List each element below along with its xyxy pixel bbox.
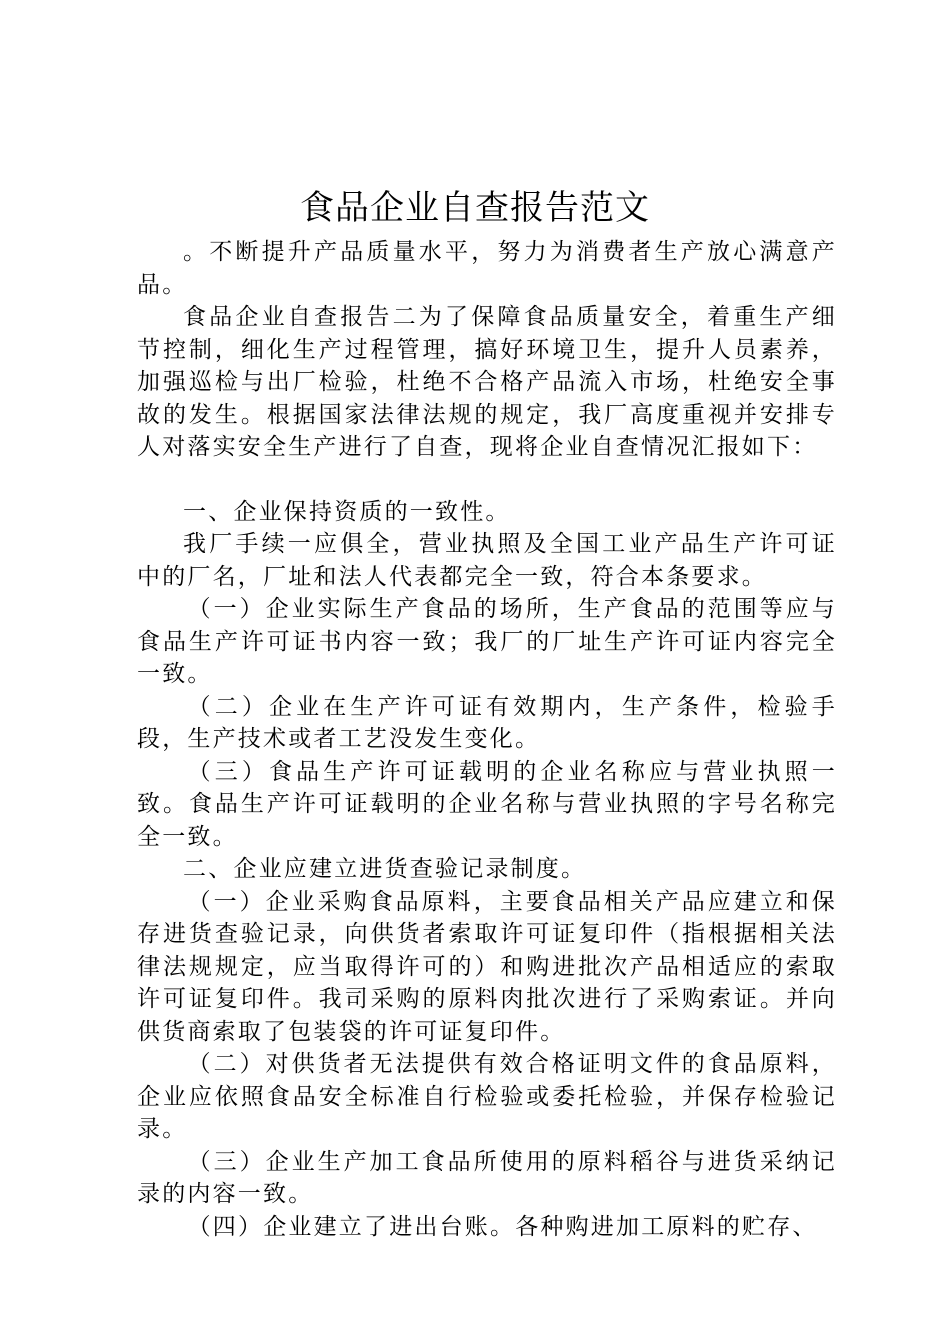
document-title: 食品企业自查报告范文 <box>300 188 650 228</box>
paragraph: 我厂手续一应俱全，营业执照及全国工业产品生产许可证中的厂名，厂址和法人代表都完全一致，符合本条要求。 <box>137 531 837 590</box>
section-heading: 一、企业保持资质的一致性。 <box>183 498 511 525</box>
paragraph: （一）企业采购食品原料，主要食品相关产品应建立和保存进货查验记录，向供货者索取许可证复印件（指根据相关法律法规规定，应当取得许可的）和购进批次产品相适应的索取许可证复印件。我司采购的原料肉批次进行了采购索证。并向供货商索取了包装袋的许可证复印件。 <box>137 888 837 1045</box>
section-heading: 二、企业应建立进货查验记录制度。 <box>183 856 587 882</box>
document-body <box>137 236 837 1243</box>
paragraph: （三）企业生产加工食品所使用的原料稻谷与进货采纳记录的内容一致。 <box>137 1148 837 1207</box>
paragraph: （四）企业建立了进出台账。各种购进加工原料的贮存、 <box>187 1213 818 1240</box>
paragraph: （二）企业在生产许可证有效期内，生产条件，检验手段，生产技术或者工艺没发生变化。 <box>137 693 837 752</box>
paragraph: （一）企业实际生产食品的场所，生产食品的范围等应与食品生产许可证书内容一致；我厂的厂址生产许可证内容完全一致。 <box>137 596 837 687</box>
paragraph: 。不断提升产品质量水平，努力为消费者生产放心满意产品。 <box>137 239 837 298</box>
paragraph: （三）食品生产许可证载明的企业名称应与营业执照一致。食品生产许可证载明的企业名称与营业执照的字号名称完全一致。 <box>137 758 837 850</box>
paragraph: （二）对供货者无法提供有效合格证明文件的食品原料，企业应依照食品安全标准自行检验或委托检验，并保存检验记录。 <box>137 1051 837 1142</box>
paragraph: 食品企业自查报告二为了保障食品质量安全，着重生产细节控制，细化生产过程管理，搞好环境卫生，提升人员素养，加强巡检与出厂检验，杜绝不合格产品流入市场，杜绝安全事故的发生。根据国家法律法规的规定，我厂高度重视并安排专人对落实安全生产进行了自查，现将企业自查情况汇报如下： <box>137 304 837 460</box>
